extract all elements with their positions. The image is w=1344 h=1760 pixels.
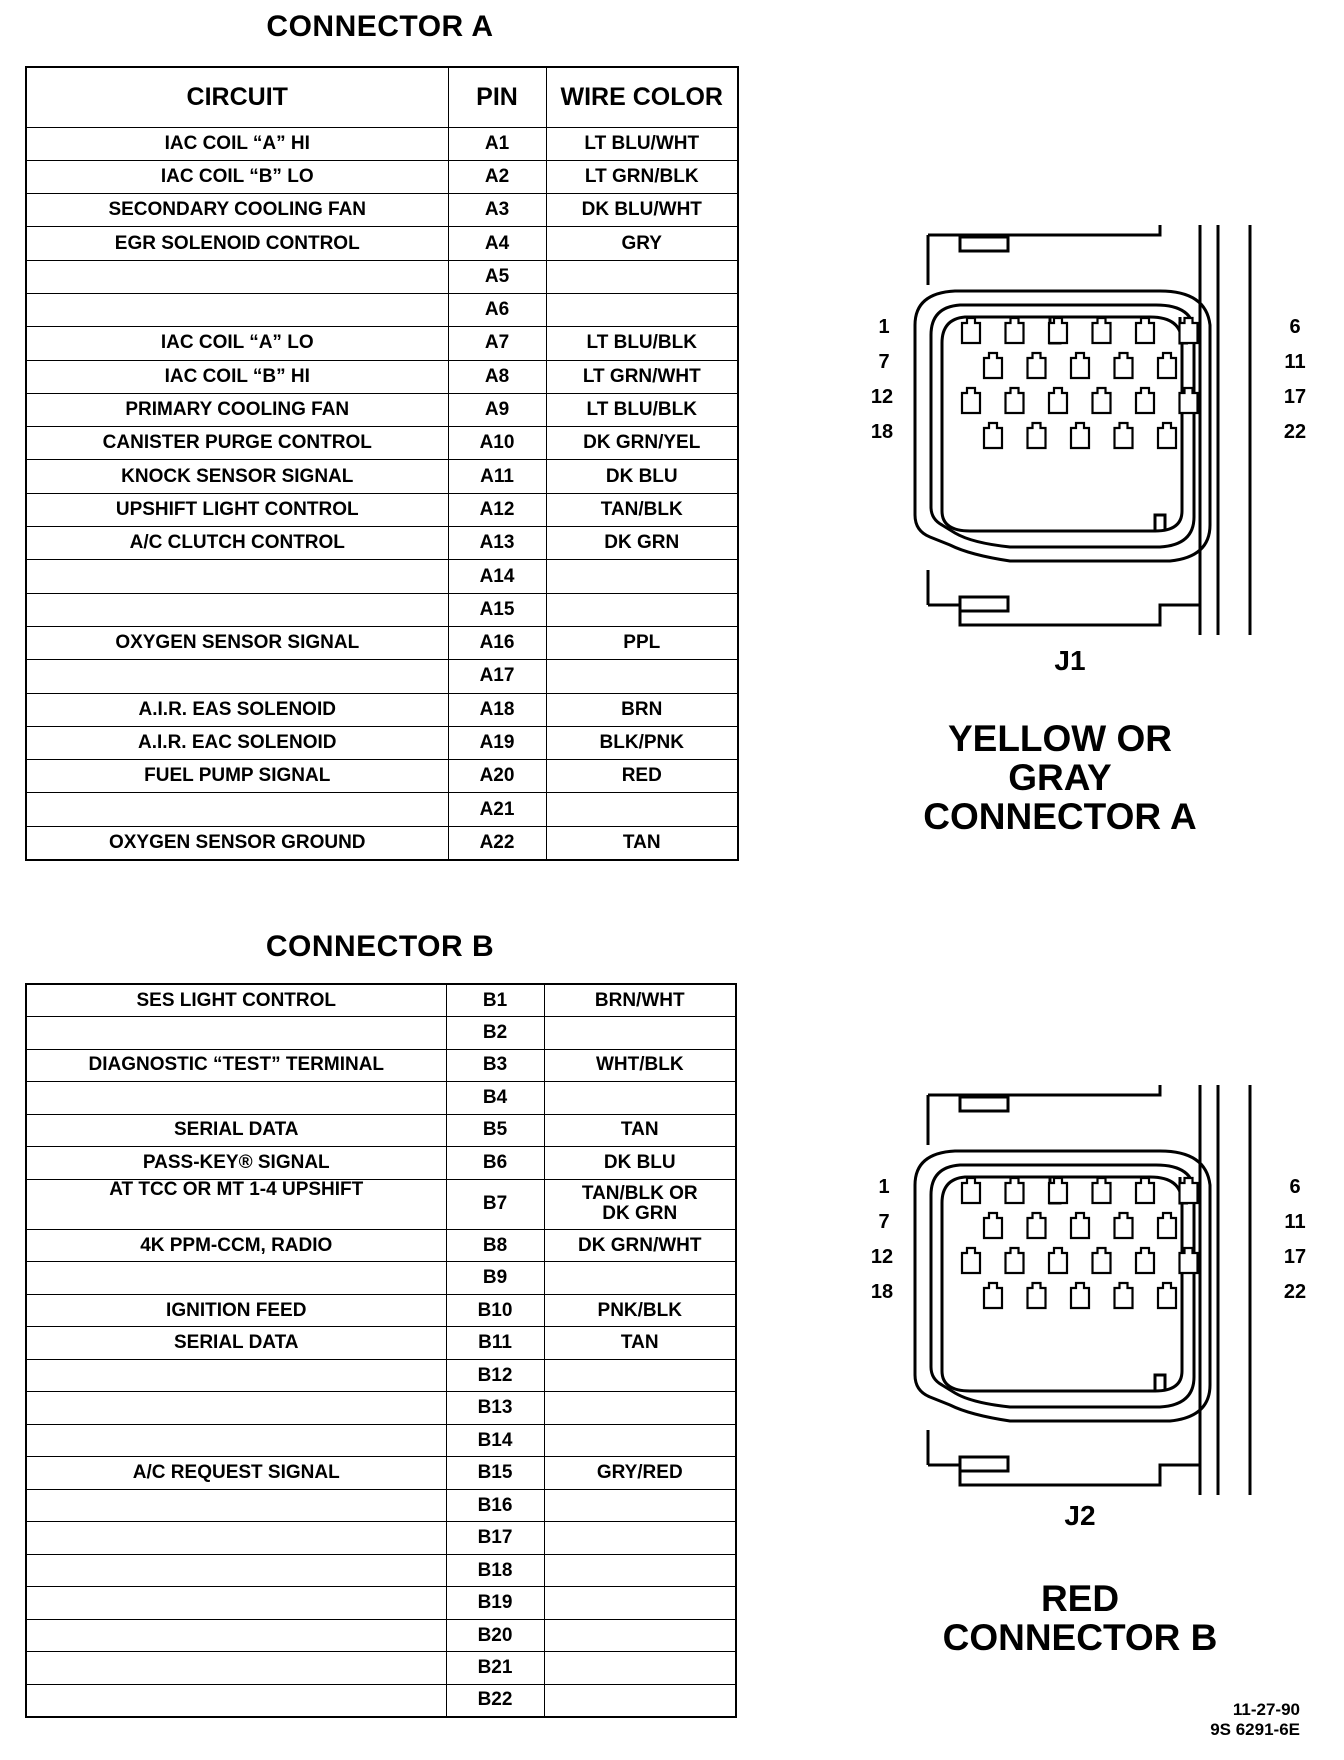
connector-a-j-label: J1 — [1054, 645, 1086, 676]
pin-cavity — [1006, 318, 1024, 343]
wire-color-cell: GRY/RED — [544, 1457, 736, 1490]
pin-cell: A6 — [448, 293, 546, 326]
pin-cell: A11 — [448, 460, 546, 493]
pin-cavity — [1093, 318, 1111, 343]
pin-cell: B5 — [446, 1114, 544, 1147]
table-row — [26, 793, 738, 826]
circuit-cell — [26, 1619, 446, 1652]
pin-number-18: 18 — [870, 421, 894, 443]
pin-number-12: 12 — [870, 386, 894, 408]
pin-cell: B10 — [446, 1294, 544, 1327]
circuit-cell — [26, 1424, 446, 1457]
wire-color-cell — [544, 1017, 736, 1050]
connector-b-diagram — [860, 1085, 1330, 1495]
pin-cavity — [1136, 1248, 1154, 1273]
circuit-cell: CANISTER PURGE CONTROL — [26, 427, 448, 460]
circuit-cell — [26, 1652, 446, 1685]
pin-cell: A9 — [448, 393, 546, 426]
figure-code: 9S 6291-6E — [1210, 1719, 1300, 1739]
table-row — [26, 1179, 736, 1229]
circuit-cell: DIAGNOSTIC “TEST” TERMINAL — [26, 1049, 446, 1082]
wire-color-line-2: DK GRN — [602, 1203, 678, 1225]
table-row — [26, 560, 738, 593]
table-row — [26, 1392, 736, 1425]
circuit-cell: IAC COIL “B” HI — [26, 360, 448, 393]
circuit-cell: SERIAL DATA — [26, 1327, 446, 1360]
connector-a-color-line-1: YELLOW OR — [947, 718, 1173, 759]
pin-cell: A10 — [448, 427, 546, 460]
pin-cell: B19 — [446, 1587, 544, 1620]
pin-number-11: 11 — [1284, 351, 1306, 373]
pin-cell: B16 — [446, 1489, 544, 1522]
pin-cell: B4 — [446, 1082, 544, 1115]
table-row — [26, 660, 738, 693]
connector-b-j-label: J2 — [1064, 1500, 1096, 1531]
connector-a-diagram — [860, 225, 1330, 635]
pin-number-6: 6 — [1289, 1176, 1301, 1198]
wire-color-cell: PPL — [546, 626, 738, 659]
wire-color-cell — [544, 1392, 736, 1425]
table-row — [26, 1327, 736, 1360]
circuit-cell — [26, 660, 448, 693]
circuit-cell: SECONDARY COOLING FAN — [26, 194, 448, 227]
table-row — [26, 1554, 736, 1587]
wire-color-cell: BLK/PNK — [546, 726, 738, 759]
pin-cavity — [1158, 423, 1176, 448]
table-row — [26, 360, 738, 393]
table-row — [26, 760, 738, 793]
table-header-row — [26, 67, 738, 127]
circuit-cell: A.I.R. EAS SOLENOID — [26, 693, 448, 726]
pin-number-7: 7 — [878, 1211, 890, 1233]
wire-color-cell: TAN/BLK — [546, 493, 738, 526]
pin-cell: B6 — [446, 1147, 544, 1180]
table-row — [26, 1229, 736, 1262]
pin-cell: B11 — [446, 1327, 544, 1360]
pin-cell: A7 — [448, 327, 546, 360]
wire-color-cell: RED — [546, 760, 738, 793]
pin-cell: B17 — [446, 1522, 544, 1555]
pin-number-1: 1 — [878, 1176, 890, 1198]
pin-cell: B18 — [446, 1554, 544, 1587]
pin-cell: B12 — [446, 1359, 544, 1392]
connector-b-table — [25, 983, 737, 1718]
wire-color-cell — [546, 660, 738, 693]
pin-cavity — [1028, 353, 1046, 378]
table-row — [26, 1424, 736, 1457]
table-row — [26, 1294, 736, 1327]
table-row — [26, 160, 738, 193]
table-row — [26, 127, 738, 160]
pin-cell: B1 — [446, 984, 544, 1017]
wire-color-cell: LT BLU/BLK — [546, 327, 738, 360]
pin-cavity — [1093, 1178, 1111, 1203]
pin-cell: A12 — [448, 493, 546, 526]
table-row — [26, 1489, 736, 1522]
pin-cavity — [984, 1283, 1002, 1308]
wire-color-cell: WHT/BLK — [544, 1049, 736, 1082]
table-row — [26, 460, 738, 493]
pin-cell: B7 — [446, 1179, 544, 1229]
wire-color-cell: PNK/BLK — [544, 1294, 736, 1327]
connector-b-color-label — [900, 1580, 1260, 1658]
pin-cavity — [1028, 1283, 1046, 1308]
table-row — [26, 1522, 736, 1555]
wire-color-cell — [544, 1262, 736, 1295]
wire-color-cell: DK GRN — [546, 527, 738, 560]
pin-cavity — [1115, 353, 1133, 378]
connector-a-title: CONNECTOR A — [266, 10, 494, 43]
connector-a-pin-cavities — [962, 318, 1198, 448]
pin-cell: B13 — [446, 1392, 544, 1425]
circuit-cell: IAC COIL “B” LO — [26, 160, 448, 193]
wire-color-cell: LT BLU/BLK — [546, 393, 738, 426]
circuit-cell: FUEL PUMP SIGNAL — [26, 760, 448, 793]
pin-cavity — [984, 423, 1002, 448]
circuit-cell — [26, 1082, 446, 1115]
pin-cell: A14 — [448, 560, 546, 593]
connector-a-color-label — [880, 720, 1240, 837]
pin-cell: B15 — [446, 1457, 544, 1490]
pin-cell: A22 — [448, 826, 546, 859]
circuit-cell — [26, 1359, 446, 1392]
wire-color-cell — [544, 1359, 736, 1392]
pin-cavity — [1028, 1213, 1046, 1238]
circuit-cell — [26, 1489, 446, 1522]
table-row — [26, 493, 738, 526]
pin-cavity — [1180, 1178, 1198, 1203]
wire-color-cell: LT GRN/BLK — [546, 160, 738, 193]
pin-cell: A19 — [448, 726, 546, 759]
pin-cavity — [1049, 388, 1067, 413]
pin-number-12: 12 — [870, 1246, 894, 1268]
circuit-cell: AT TCC OR MT 1-4 UPSHIFT — [26, 1179, 446, 1229]
pin-cavity — [1071, 1213, 1089, 1238]
wire-color-cell: DK GRN/YEL — [546, 427, 738, 460]
wire-color-cell — [544, 1082, 736, 1115]
circuit-cell: OXYGEN SENSOR GROUND — [26, 826, 448, 859]
pin-cell: A20 — [448, 760, 546, 793]
wire-color-cell: TAN — [544, 1114, 736, 1147]
pin-number-22: 22 — [1283, 1281, 1307, 1303]
pin-cavity — [1180, 318, 1198, 343]
circuit-cell — [26, 1017, 446, 1050]
circuit-cell — [26, 1554, 446, 1587]
connector-a-color-line-2: GRAY — [1008, 756, 1112, 798]
circuit-cell: PASS-KEY® SIGNAL — [26, 1147, 446, 1180]
table-row — [26, 427, 738, 460]
circuit-cell — [26, 560, 448, 593]
table-row — [26, 1619, 736, 1652]
circuit-cell: OXYGEN SENSOR SIGNAL — [26, 626, 448, 659]
table-row — [26, 227, 738, 260]
pin-cavity — [962, 1178, 980, 1203]
wire-color-cell: LT BLU/WHT — [546, 127, 738, 160]
wire-color-cell — [546, 593, 738, 626]
table-row — [26, 1082, 736, 1115]
circuit-cell: 4K PPM-CCM, RADIO — [26, 1229, 446, 1262]
pin-cavity — [1049, 318, 1067, 343]
pin-cavity — [1028, 423, 1046, 448]
circuit-cell — [26, 1392, 446, 1425]
pin-number-18: 18 — [870, 1281, 894, 1303]
wire-color-cell: DK BLU/WHT — [546, 194, 738, 227]
pin-cell: A16 — [448, 626, 546, 659]
pin-cell: A4 — [448, 227, 546, 260]
wire-color-cell — [544, 1684, 736, 1717]
circuit-cell: PRIMARY COOLING FAN — [26, 393, 448, 426]
circuit-cell — [26, 1587, 446, 1620]
wire-color-cell — [544, 1424, 736, 1457]
table-row — [26, 1114, 736, 1147]
pin-cavity — [984, 353, 1002, 378]
pin-cell: A17 — [448, 660, 546, 693]
circuit-cell — [26, 1262, 446, 1295]
pin-cavity — [1049, 1178, 1067, 1203]
pin-cavity — [1071, 1283, 1089, 1308]
pin-cavity — [1006, 1178, 1024, 1203]
wire-color-cell — [544, 1554, 736, 1587]
wire-color-cell: DK GRN/WHT — [544, 1229, 736, 1262]
wire-color-cell: TAN — [546, 826, 738, 859]
circuit-header: CIRCUIT — [26, 67, 448, 127]
pin-cavity — [962, 388, 980, 413]
table-row — [26, 194, 738, 227]
pin-cavity — [962, 1248, 980, 1273]
circuit-cell: KNOCK SENSOR SIGNAL — [26, 460, 448, 493]
pin-cavity — [1093, 1248, 1111, 1273]
table-row — [26, 826, 738, 859]
wire-color-cell — [544, 1179, 736, 1229]
table-row — [26, 1359, 736, 1392]
wire-color-cell — [544, 1522, 736, 1555]
table-row — [26, 293, 738, 326]
pin-cavity — [1136, 318, 1154, 343]
table-row — [26, 1457, 736, 1490]
circuit-cell: SERIAL DATA — [26, 1114, 446, 1147]
pin-cavity — [1158, 353, 1176, 378]
pin-cell: B20 — [446, 1619, 544, 1652]
pin-number-7: 7 — [878, 351, 890, 373]
wire-color-cell — [544, 1652, 736, 1685]
circuit-cell: IAC COIL “A” LO — [26, 327, 448, 360]
table-row — [26, 393, 738, 426]
connector-b-title: CONNECTOR B — [265, 930, 495, 963]
wire-color-cell — [546, 260, 738, 293]
pin-cell: A13 — [448, 527, 546, 560]
pin-cell: A3 — [448, 194, 546, 227]
pin-cell: B14 — [446, 1424, 544, 1457]
table-row — [26, 1262, 736, 1295]
pin-cavity — [1071, 353, 1089, 378]
pin-cell: A1 — [448, 127, 546, 160]
pin-cell: B2 — [446, 1017, 544, 1050]
table-row — [26, 984, 736, 1017]
pin-cell: A15 — [448, 593, 546, 626]
pin-number-17: 17 — [1283, 386, 1307, 408]
wire-color-cell: BRN/WHT — [544, 984, 736, 1017]
connector-a-color-line-3: CONNECTOR A — [923, 795, 1197, 837]
pin-number-17: 17 — [1283, 1246, 1307, 1268]
table-row — [26, 1049, 736, 1082]
pin-cavity — [1071, 423, 1089, 448]
figure-date: 11-27-90 — [1232, 1700, 1300, 1719]
pin-cell: B8 — [446, 1229, 544, 1262]
table-row — [26, 1017, 736, 1050]
table-row — [26, 593, 738, 626]
circuit-cell — [26, 260, 448, 293]
circuit-cell: A/C REQUEST SIGNAL — [26, 1457, 446, 1490]
circuit-cell: A.I.R. EAC SOLENOID — [26, 726, 448, 759]
connector-a-pin-numbers — [871, 316, 1306, 443]
table-row — [26, 1652, 736, 1685]
pin-number-11: 11 — [1284, 1211, 1306, 1233]
circuit-cell — [26, 793, 448, 826]
pin-cavity — [984, 1213, 1002, 1238]
table-row — [26, 260, 738, 293]
pin-header: PIN — [448, 67, 546, 127]
wire-color-cell: BRN — [546, 693, 738, 726]
circuit-cell: SES LIGHT CONTROL — [26, 984, 446, 1017]
pin-cavity — [1136, 1178, 1154, 1203]
table-row — [26, 1684, 736, 1717]
wire-color-cell — [546, 293, 738, 326]
pin-cavity — [1006, 1248, 1024, 1273]
connector-b-color-line-1: RED — [1040, 1578, 1120, 1619]
circuit-cell: IAC COIL “A” HI — [26, 127, 448, 160]
circuit-cell — [26, 1522, 446, 1555]
pin-cavity — [962, 318, 980, 343]
pin-cell: A5 — [448, 260, 546, 293]
pin-cavity — [1115, 423, 1133, 448]
wire-color-cell — [544, 1587, 736, 1620]
connector-b-pin-numbers — [871, 1176, 1306, 1303]
wire-color-cell: DK BLU — [544, 1147, 736, 1180]
pin-cell: A8 — [448, 360, 546, 393]
connector-a-table — [25, 66, 739, 861]
wire-color-cell: GRY — [546, 227, 738, 260]
table-row — [26, 1147, 736, 1180]
pin-cavity — [1049, 1248, 1067, 1273]
wire-color-cell — [544, 1619, 736, 1652]
table-row — [26, 327, 738, 360]
circuit-cell: UPSHIFT LIGHT CONTROL — [26, 493, 448, 526]
pin-cell: A18 — [448, 693, 546, 726]
figure-stamp — [1130, 1700, 1300, 1739]
circuit-cell — [26, 293, 448, 326]
table-row — [26, 726, 738, 759]
pin-cell: A21 — [448, 793, 546, 826]
wire-color-header: WIRE COLOR — [546, 67, 738, 127]
pin-cell: B22 — [446, 1684, 544, 1717]
wire-color-cell: DK BLU — [546, 460, 738, 493]
circuit-cell: A/C CLUTCH CONTROL — [26, 527, 448, 560]
pin-cavity — [1006, 388, 1024, 413]
table-row — [26, 626, 738, 659]
pin-cavity — [1115, 1283, 1133, 1308]
connector-b-color-line-2: CONNECTOR B — [942, 1616, 1218, 1658]
pin-number-1: 1 — [878, 316, 890, 338]
table-row — [26, 693, 738, 726]
pin-cell: B21 — [446, 1652, 544, 1685]
wire-color-cell — [546, 560, 738, 593]
pin-cavity — [1158, 1283, 1176, 1308]
pin-cell: B3 — [446, 1049, 544, 1082]
wire-color-cell: TAN — [544, 1327, 736, 1360]
connector-b-pin-cavities — [962, 1178, 1198, 1308]
pin-cavity — [1093, 388, 1111, 413]
wire-color-cell — [546, 793, 738, 826]
wire-color-cell — [544, 1489, 736, 1522]
wire-color-cell: LT GRN/WHT — [546, 360, 738, 393]
pin-cell: A2 — [448, 160, 546, 193]
wire-color-line-1: TAN/BLK OR — [581, 1183, 698, 1205]
pin-number-22: 22 — [1283, 421, 1307, 443]
pin-cavity — [1158, 1213, 1176, 1238]
circuit-cell — [26, 1684, 446, 1717]
table-row — [26, 527, 738, 560]
pin-cell: B9 — [446, 1262, 544, 1295]
pin-cavity — [1115, 1213, 1133, 1238]
pin-number-6: 6 — [1289, 316, 1301, 338]
circuit-cell: IGNITION FEED — [26, 1294, 446, 1327]
pin-cavity — [1136, 388, 1154, 413]
table-row — [26, 1587, 736, 1620]
circuit-cell: EGR SOLENOID CONTROL — [26, 227, 448, 260]
circuit-cell — [26, 593, 448, 626]
